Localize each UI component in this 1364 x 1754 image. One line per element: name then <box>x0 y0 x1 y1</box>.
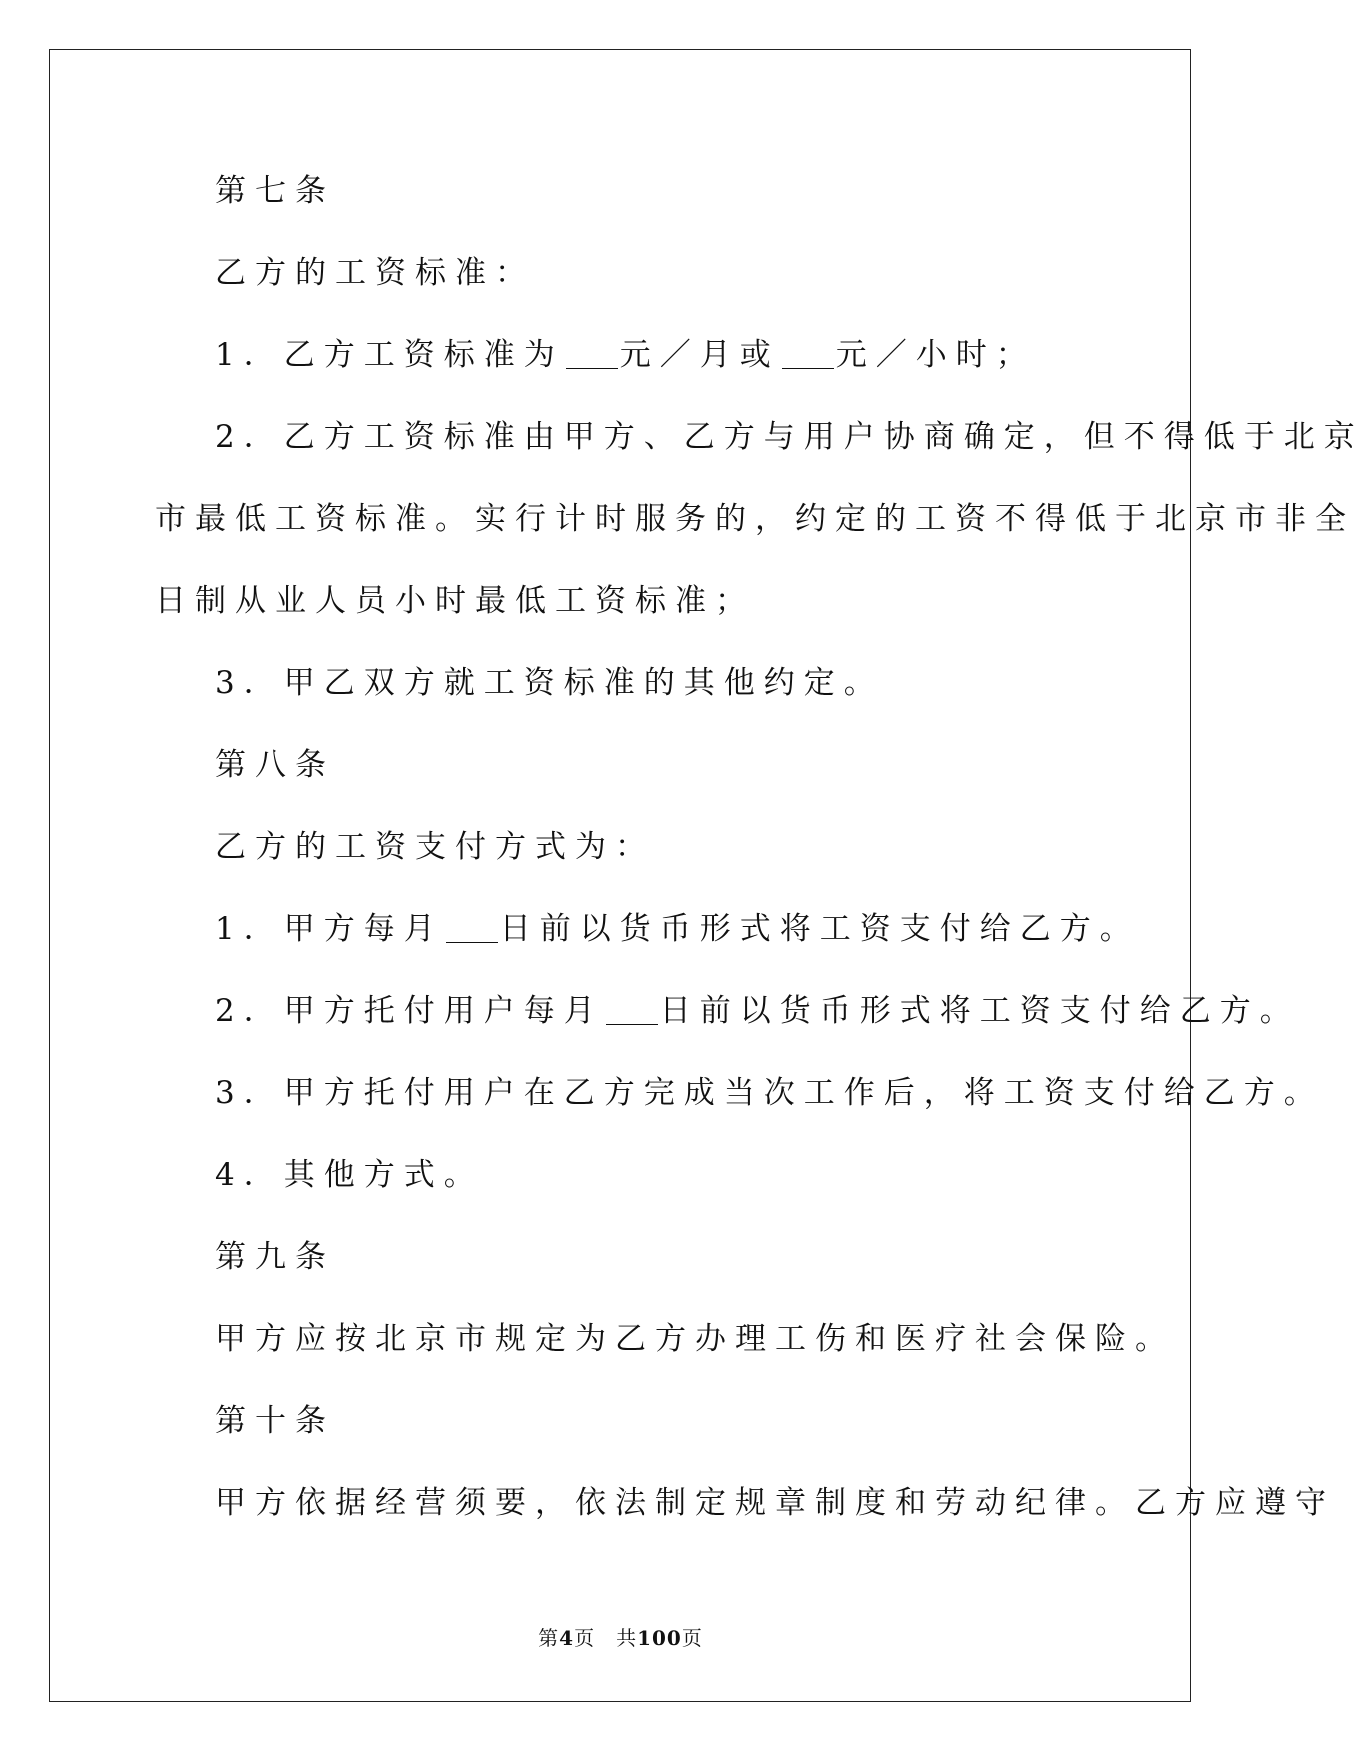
paragraph-insurance: 甲方应按北京市规定为乙方办理工伤和医疗社会保险。 <box>215 1321 1175 1357</box>
article-heading-8: 第八条 <box>215 747 335 783</box>
wage-item-1-prefix: 1．乙方工资标准为 <box>215 337 564 373</box>
paragraph-wage-item-2-line-1: 2．乙方工资标准由甲方、乙方与用户协商确定，但不得低于北京 <box>215 419 1364 455</box>
page-footer <box>0 1622 1241 1651</box>
article-heading-9: 第九条 <box>215 1239 335 1275</box>
paragraph-payment-item-3: 3．甲方托付用户在乙方完成当次工作后，将工资支付给乙方。 <box>215 1075 1324 1111</box>
page-number: 4 <box>559 1626 575 1650</box>
paragraph-rules: 甲方依据经营须要，依法制定规章制度和劳动纪律。乙方应遵守 <box>215 1485 1335 1521</box>
paragraph-payment-item-1 <box>155 888 1140 970</box>
blank-client-payment-day <box>606 994 658 1025</box>
paragraph-payment-intro: 乙方的工资支付方式为： <box>215 829 655 865</box>
paragraph-wage-item-1 <box>155 314 1085 396</box>
blank-yuan-per-hour <box>782 338 834 369</box>
page-label-prefix: 第 <box>538 1626 560 1650</box>
document-body <box>155 150 1364 1544</box>
payment-item-2-suffix: 日前以货币形式将工资支付给乙方。 <box>659 993 1300 1029</box>
payment-item-2-prefix: 2．甲方托付用户每月 <box>215 993 604 1029</box>
blank-yuan-per-month <box>566 338 618 369</box>
payment-item-1-suffix: 日前以货币形式将工资支付给乙方。 <box>499 911 1140 947</box>
page-label-suffix: 页 <box>681 1626 703 1650</box>
paragraph-wage-standard-intro: 乙方的工资标准： <box>215 255 535 291</box>
total-pages: 100 <box>637 1626 682 1650</box>
article-heading-7: 第七条 <box>215 173 335 209</box>
paragraph-payment-item-2 <box>155 970 1300 1052</box>
wage-item-1-mid: 元／月或 <box>619 337 780 373</box>
page-label-mid: 页 共 <box>574 1626 638 1650</box>
blank-payment-day <box>446 912 498 943</box>
article-heading-10: 第十条 <box>215 1403 335 1439</box>
paragraph-payment-item-4: 4．其他方式。 <box>215 1157 484 1193</box>
wage-item-1-suffix: 元／小时； <box>835 337 1036 373</box>
paragraph-wage-item-2-line-2: 市最低工资标准。实行计时服务的，约定的工资不得低于北京市非全 <box>155 501 1355 537</box>
paragraph-wage-item-2-line-3: 日制从业人员小时最低工资标准； <box>155 583 755 619</box>
payment-item-1-prefix: 1．甲方每月 <box>215 911 444 947</box>
paragraph-wage-item-3: 3．甲乙双方就工资标准的其他约定。 <box>215 665 884 701</box>
